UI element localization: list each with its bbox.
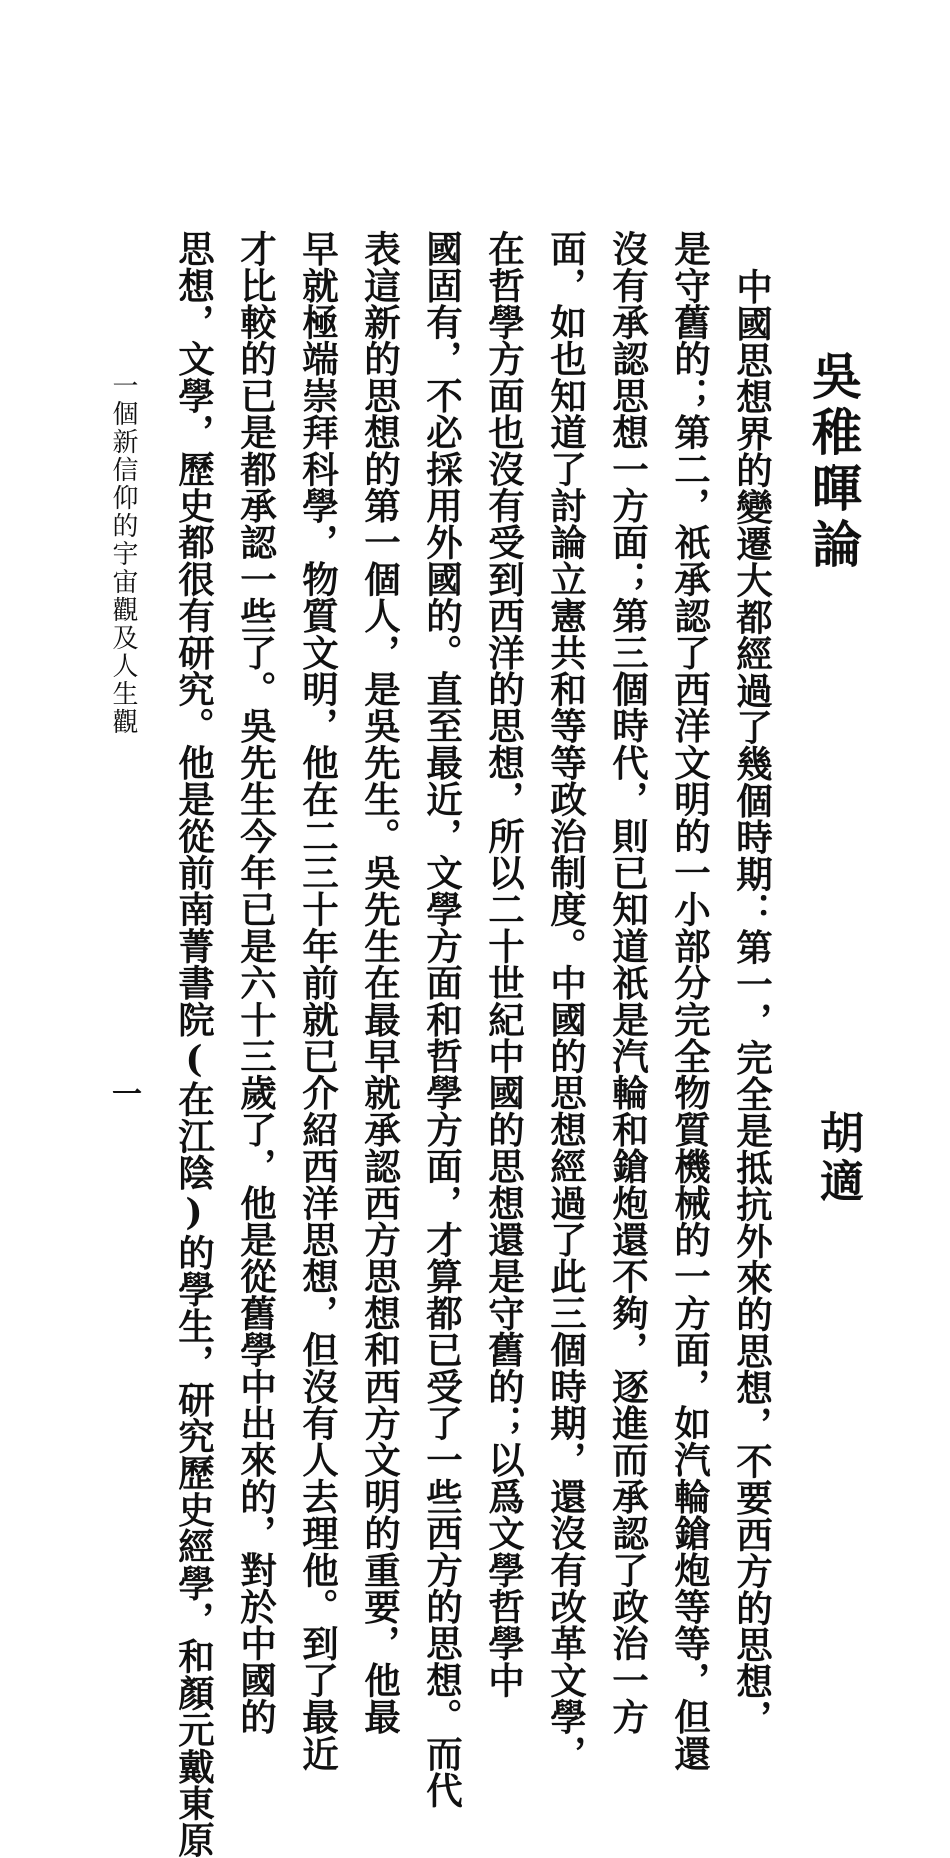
body-line-9: 才比較的已是都承認一些了。吳先生今年已是六十三歲了，他是從舊學中出來的，對於中國的 — [234, 230, 278, 1735]
article-title: 吳稚暉論 — [804, 350, 863, 574]
body-line-4: 面，如也知道了討論立憲共和等等政治制度。中國的思想經過了此三個時期，還沒有改革文學， — [544, 230, 588, 1772]
body-line-8: 早就極端崇拜科學，物質文明，他在二三十年前就已介紹西洋思想，但沒有人去理他。到了最近 — [296, 230, 340, 1772]
body-line-2: 是守舊的；第二，祇承認了西洋文明的一小部分完全物質機械的一方面，如汽輪鎗炮等等，但還 — [668, 230, 712, 1772]
body-line-1: 中國思想界的變遷大都經過了幾個時期：第一，完全是抵抗外來的思想，不要西方的思想， — [730, 268, 774, 1736]
body-line-7: 表這新的思想的第一個人，是吳先生。吳先生在最早就承認西方思想和西方文明的重要，他最 — [358, 230, 402, 1735]
running-title: 一個新信仰的宇宙觀及人生觀 — [108, 372, 138, 736]
page-number: 一 — [106, 1078, 141, 1108]
body-line-10: 思想，文學，歷史都很有研究。他是從前南菁書院(在江陰)的學生，研究歷史經學，和顏元戴東原 — [172, 230, 216, 1858]
article-author: 胡適 — [812, 1110, 863, 1206]
body-line-6: 國固有，不必採用外國的。直至最近，文學方面和哲學方面，才算都已受了一些西方的思想。而代 — [420, 230, 464, 1809]
body-line-3: 沒有承認思想一方面；第三個時代，則已知道祇是汽輪和鎗炮還不夠，逐進而承認了政治一方 — [606, 230, 650, 1735]
body-line-5: 在哲學方面也沒有受到西洋的思想，所以二十世紀中國的思想還是守舊的；以爲文學哲學中 — [482, 230, 526, 1698]
